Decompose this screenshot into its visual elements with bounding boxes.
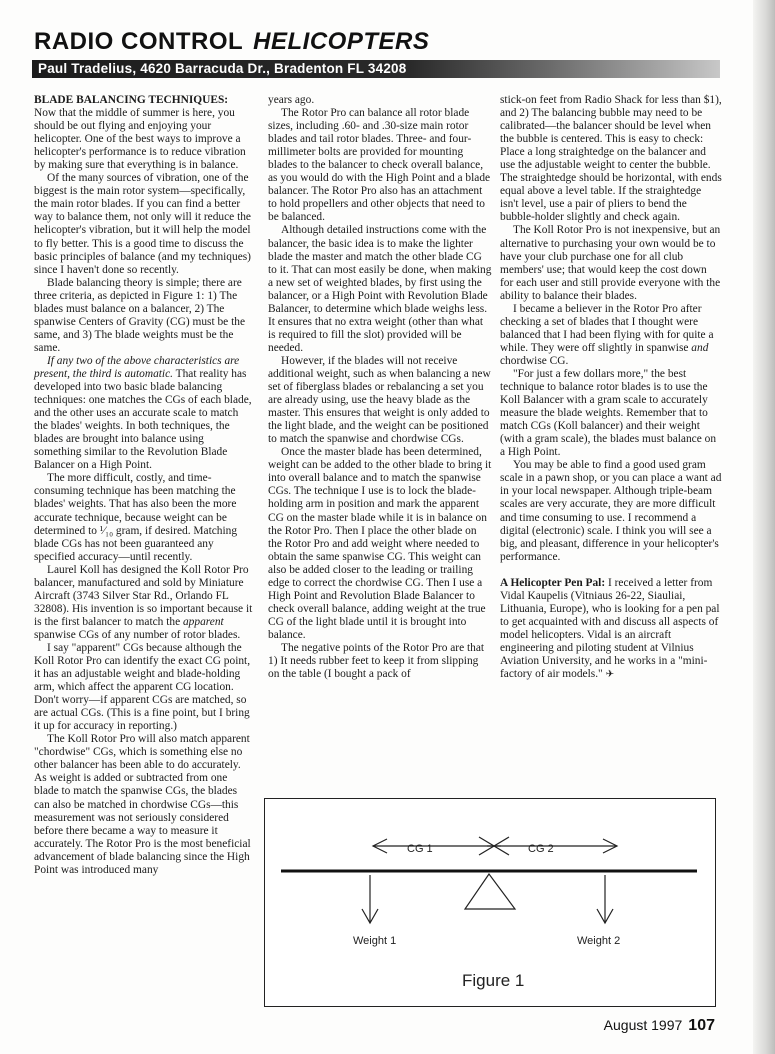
paragraph: The Koll Rotor Pro will also match apparent "chordwise" CGs, which is something else no other balancer has been able to do accurately. As weight is added or subtracted from one blade to match the spanwise CGs, the blades can also be matched in chordwise CGs—this measurement was not seriously considered before there became a way to measure it accurately. The Rotor Pro is the most beneficial advancement of blade balancing since the High Point was introduced many <box>34 733 251 876</box>
paragraph: The Koll Rotor Pro is not inexpensive, but an alternative to purchasing your own would be to have your club purchase one for all club members' use; that would keep the cost down for each user and still provide everyone with the ability to balance their blades. <box>500 224 721 302</box>
end-mark-icon: ✈ <box>605 669 614 681</box>
italic-emphasis: and <box>691 341 709 354</box>
paragraph: However, if the blades will not receive additional weight, such as when balancing a new set of fiberglass blades or rebalancing a set you are already using, use the heavy blade as the master. This ensures that weight is only added to the light blade, and the weight can be positioned to match the spanwise and chordwise CGs. <box>268 354 491 446</box>
issue-date: August 1997 <box>603 1017 683 1033</box>
label-cg1: CG 1 <box>407 843 433 855</box>
section-heading-blade-balancing: BLADE BALANCING TECHNIQUES: <box>34 94 229 106</box>
paragraph-text: I became a believer in the Rotor Pro after checking a set of blades that I thought were balanced that I had been flying with for quite a while. They were off slightly in spanwise <box>500 302 714 354</box>
paragraph: "For just a few dollars more," the best technique to balance rotor blades is to use the Koll Balancer with a gram scale to accurately measure the blade weights. Remember that to match CGs (Koll balancer) and their weight (with a gram scale), the blades must balance on a High Point. <box>500 367 717 459</box>
paragraph: The Rotor Pro can balance all rotor blade sizes, including .60- and .30-size main rotor blades and tail rotor blades. Three- and four-millimeter bolts are provided for mounting blades to the balancer to check overall balance, as you would do with the High Point and a blade balancer. The Rotor Pro also has an attachment to hold propellers and other objects that need to be balanced. <box>268 107 491 224</box>
label-weight2: Weight 2 <box>577 935 621 947</box>
paragraph-text: spanwise CGs of any number of rotor blades. <box>34 628 241 641</box>
paragraph-text: Now that the middle of summer is here, you should be out flying and enjoying your helicopter. One of the best ways to improve a helicopter's performance is to reduce vibration by making sure that everything is in balance. <box>34 107 246 172</box>
paragraph: Although detailed instructions come with the balancer, the basic idea is to make the lighter blade the master and match the other blade CG to it. That can most easily be done, when making a new set of weighted blades, by first using the balancer, or a High Point with Revolution Blade Balancer, to determine which blade weighs less. It ensures that no extra weight (other than what is required to fill the slot) provided will be needed. <box>268 224 492 354</box>
paragraph <box>500 303 722 368</box>
author-byline-bar <box>32 60 720 78</box>
paragraph: I say "apparent" CGs because although the Koll Rotor Pro can identify the exact CG point, it has an adjustable weight and blade-holding arm, which affect the apparent CG location. Don't worry—if apparent CGs are matched, so are actual CGs. (This is a fine point, but I bring it up for accuracy in reporting.) <box>34 641 251 733</box>
paragraph: Blade balancing theory is simple; there are three criteria, as depicted in Figure 1: 1) The blades must balance on a balancer, 2) The spanwise Centers of Gravity (CG) must be the same, and 3) The blade weights must be the same. <box>34 276 245 354</box>
paragraph: You may be able to find a good used gram scale in a pawn shop, or you can place a want ad in your local newspaper. Although triple-beam scales are very accurate, they are more difficult and time consuming to use. I recommend a digital (electronic) scale. I think you will see a big, and pleasant, difference in your helicopter's performance. <box>500 459 722 563</box>
article-column-3 <box>500 94 722 681</box>
paragraph <box>34 564 254 642</box>
page-footer <box>604 1017 715 1035</box>
figure-1-diagram <box>264 798 716 1007</box>
paragraph <box>500 577 722 681</box>
paragraph <box>34 355 254 472</box>
article-column-1 <box>34 94 254 877</box>
label-cg2: CG 2 <box>528 843 554 855</box>
paragraph: Of the many sources of vibration, one of the biggest is the main rotor system—specifically, the main rotor blades. If you can find a better way to balance them, not only will it reduce the helicopter's vibration, but it will help the model to fly better. This is a good time to discuss the basic principles of balance (and my techniques) since I haven't done so recently. <box>34 172 251 276</box>
title-radio-control: RADIO CONTROL <box>34 28 244 55</box>
article-column-2 <box>268 94 492 681</box>
section-heading-pen-pal: A Helicopter Pen Pal: <box>500 576 606 589</box>
italic-emphasis: apparent <box>182 615 224 628</box>
page-number: 107 <box>688 1017 715 1034</box>
paragraph-text: I received a letter from Vidal Kaupelis (Vitniaus 26-22, Siauliai, Lithuania, Europe), who is looking for a pen pal to get acquainted with and discuss all aspects of model helicopters. Vidal is an aircraft engineering and piloting student at Vilnius Aviation University, and he works in a "mini-factory of air models." <box>500 576 720 681</box>
paragraph-text: Laurel Koll has designed the Koll Rotor Pro balancer, manufactured and sold by Miniature Aircraft (3743 Silver Star Rd., Orlando FL 32808). His invention is so important because it is the first balancer to match the <box>34 563 253 628</box>
fulcrum-triangle <box>465 874 515 909</box>
page-edge-shadow <box>753 0 775 1054</box>
paragraph-text: That reality has developed into two basic blade balancing techniques: one matches the CGs of each blade, and the other uses an accurate scale to match the blades' weights. In both techniques, the blades are brought into balance using something similar to the Revolution Blade Balancer on a High Point. <box>34 367 252 472</box>
italic-emphasis: If any two of the above characteristics are present, the third is automatic. <box>34 354 240 380</box>
paragraph: The negative points of the Rotor Pro are that 1) It needs rubber feet to keep it from slipping on the table (I bought a pack of <box>268 641 485 681</box>
paragraph <box>34 94 254 172</box>
paragraph-text: chordwise CG. <box>500 354 569 367</box>
author-byline: Paul Tradelius, 4620 Barracuda Dr., Bradenton FL 34208 <box>38 61 407 76</box>
paragraph: stick-on feet from Radio Shack for less than $1), and 2) The balancing bubble may need to be calibrated—the balancer should be level when the bubble is centered. This is easy to check: Place a long straightedge on the balancer and use the adjustable weight to center the bubble. The straightedge should be horizontal, with ends equal above a level table. If the straightedge isn't level, use a pair of pliers to bend the bubble-holder slightly and check again. <box>500 94 722 224</box>
label-weight1: Weight 1 <box>353 935 397 947</box>
paragraph: Once the master blade has been determined, weight can be added to the other blade to bring it into overall balance and to match the spanwise CGs. The technique I use is to lock the blade-holding arm in position and mark the apparent CG on the master blade while it is in balance on the Rotor Pro. Then I place the other blade on the Rotor Pro and add weight where needed to obtain the same spanwise CG. This weight can also be added closer to the leading or trailing edge to correct the chordwise CG. Then I use a High Point and Revolution Blade Balancer to check overall balance, adding weight at the true CG of the light blade until it is brought into balance. <box>268 446 492 641</box>
paragraph: The more difficult, costly, and time-consuming technique has been matching the blades' weights. That has also been the more accurate technique, because weight can be determined to ¹⁄₁₀ gram, if desired. Matching blade CGs has not been guaranteed any specified accuracy—until recently. <box>34 472 238 563</box>
paragraph: years ago. <box>268 94 315 106</box>
figure-caption: Figure 1 <box>462 971 525 990</box>
title-helicopters: HELICOPTERS <box>253 28 430 55</box>
column-title <box>34 28 429 56</box>
